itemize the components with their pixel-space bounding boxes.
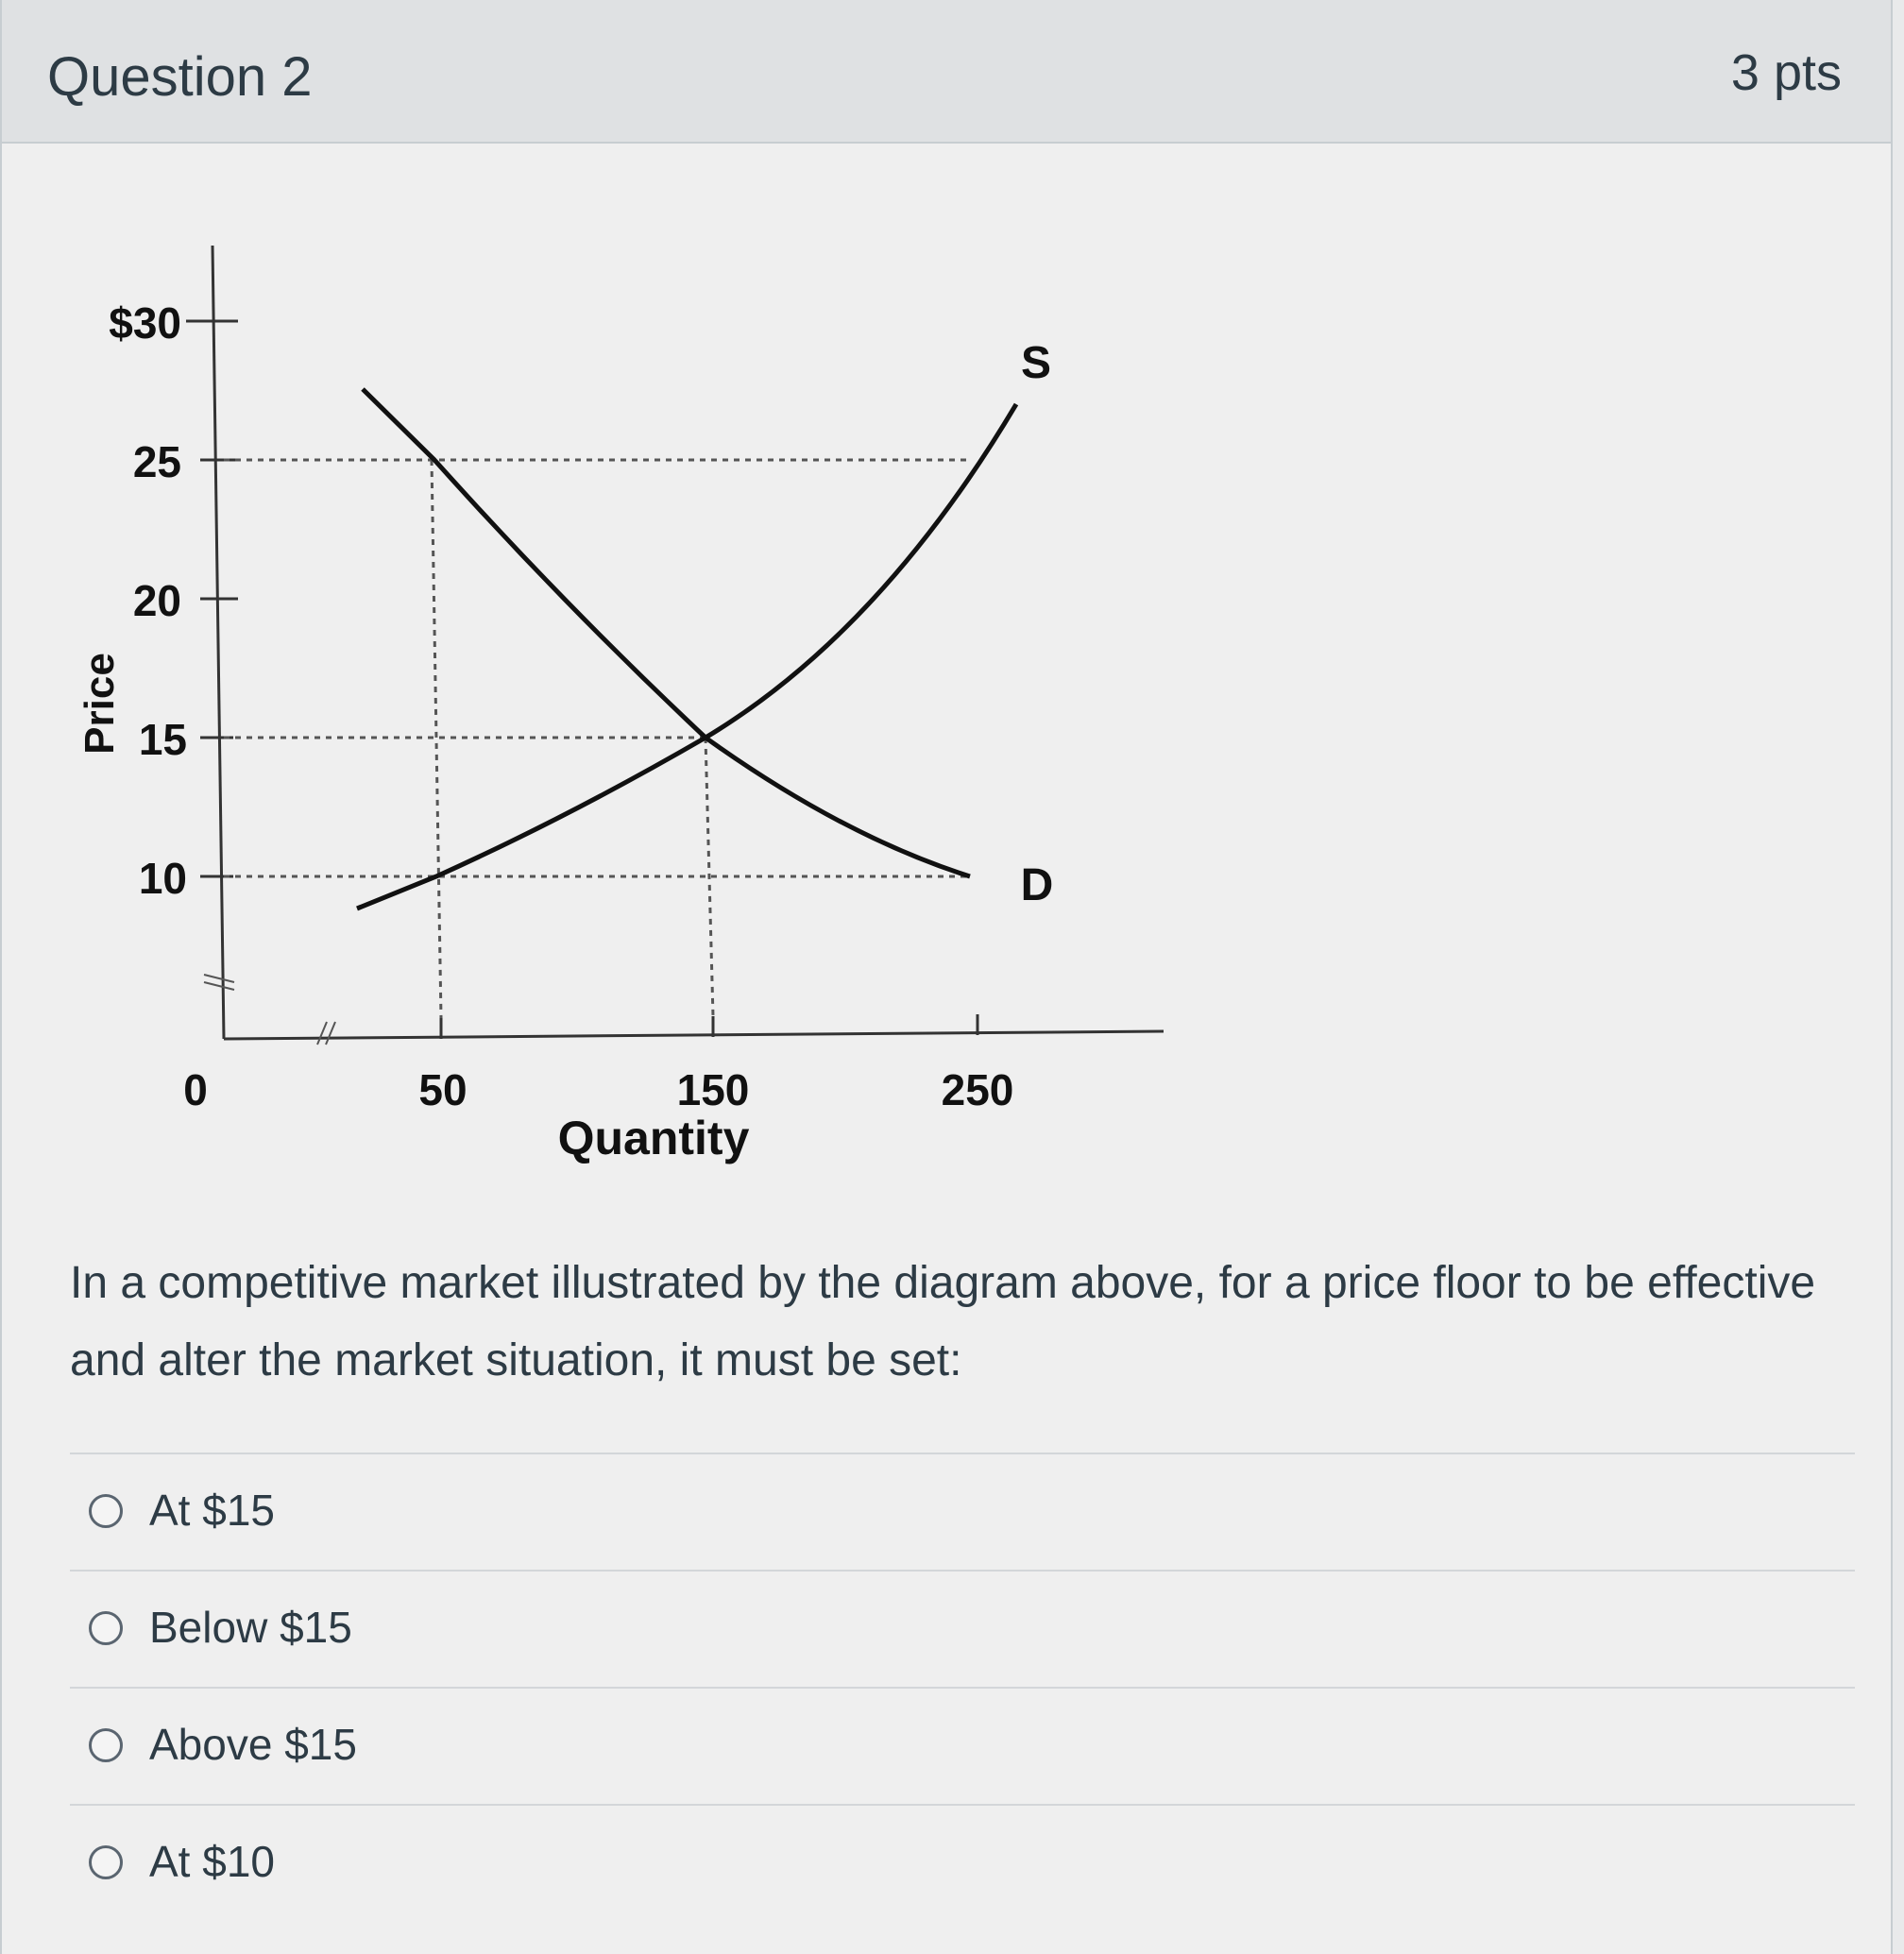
question-title: Question 2 [47, 46, 313, 108]
x-tick-label-250: 250 [941, 1065, 1014, 1114]
question-text: In a competitive market illustrated by the diagram above, for a price floor to be effective and alter the market situation, it must be set: [70, 1258, 1816, 1385]
supply-curve-label: S [1020, 338, 1052, 388]
tick-marks [186, 321, 978, 1039]
answer-label[interactable]: At $15 [149, 1486, 275, 1535]
answer-option-below-15[interactable] [70, 1572, 1855, 1689]
radio-button[interactable] [89, 1494, 123, 1528]
x-tick-label-0: 0 [183, 1065, 208, 1114]
y-tick-label-20: 20 [132, 576, 181, 625]
x-tick-label-50: 50 [418, 1065, 468, 1114]
question-header [2, 0, 1891, 144]
y-tick-label-25: 25 [132, 437, 181, 486]
radio-button[interactable] [89, 1611, 123, 1645]
demand-curve [363, 389, 970, 876]
y-tick-label-30: $30 [109, 298, 181, 348]
answer-label[interactable]: Below $15 [149, 1603, 352, 1652]
answer-list [70, 1453, 1855, 1923]
dashed-guides [224, 460, 970, 1018]
y-tick-label-15: 15 [138, 715, 187, 764]
answer-option-above-15[interactable] [70, 1689, 1855, 1806]
y-axis-line [212, 246, 224, 1039]
x-tick-label-150: 150 [676, 1065, 750, 1114]
answer-label[interactable]: Above $15 [149, 1720, 357, 1769]
answer-option-at-15[interactable] [70, 1454, 1855, 1572]
demand-curve-label: D [1020, 860, 1054, 910]
answer-option-at-10[interactable] [70, 1806, 1855, 1923]
y-axis-label: Price [76, 653, 123, 755]
y-tick-label-10: 10 [138, 854, 187, 903]
radio-button[interactable] [89, 1845, 123, 1879]
answer-label[interactable]: At $10 [149, 1837, 275, 1886]
supply-demand-graph [59, 227, 1192, 1171]
supply-curve [357, 404, 1016, 909]
radio-button[interactable] [89, 1728, 123, 1762]
x-axis-line [224, 1031, 1164, 1039]
x-axis-label: Quantity [557, 1112, 750, 1164]
question-points: 3 pts [1730, 44, 1842, 101]
